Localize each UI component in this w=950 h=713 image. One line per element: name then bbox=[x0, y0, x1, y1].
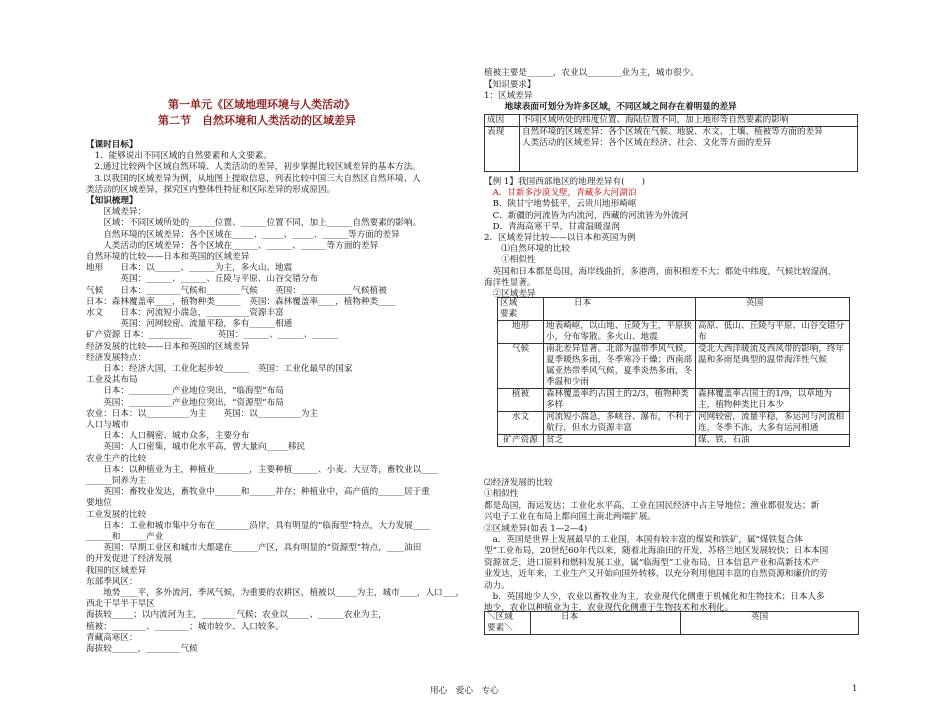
text-line: 海洋性显著。 bbox=[484, 277, 536, 288]
text-line: 1．能够说出不同区域的自然要素和人文要素。 bbox=[86, 151, 272, 162]
japan-uk-nature-table bbox=[497, 297, 850, 447]
table-cell: 成因 bbox=[485, 115, 520, 127]
economy-table bbox=[484, 611, 859, 635]
text-line: 人类活动的区域差异：各个区域在______、______、______等方面的差异 bbox=[86, 240, 379, 251]
table-cell: 植被 bbox=[498, 389, 544, 412]
text-line: 气候 日本：________气候和________气候 英国：____________气候植被 bbox=[86, 285, 387, 296]
table-row bbox=[498, 344, 850, 389]
table-row bbox=[485, 115, 858, 127]
text-line: 【知识梳理】 bbox=[86, 196, 138, 206]
text-line: 英国和日本都是岛国，海岸线曲折，多港湾，面积相差不大；都处中纬度，气候比较湿润， bbox=[484, 266, 837, 277]
text-line: 东部季风区： bbox=[86, 576, 138, 587]
table-header-row bbox=[498, 298, 850, 321]
text-line: 青藏高寒区： bbox=[86, 632, 138, 643]
unit-title: 第一单元《区域地理环境与人类活动》 bbox=[168, 98, 355, 111]
text-line: 海拔较______，________气候 bbox=[86, 644, 198, 654]
table-header-cell: 英国 bbox=[681, 612, 859, 635]
text-line: 动力。 bbox=[484, 580, 510, 591]
text-line: 英国：畜牧业发达，畜牧业中______和______并存；种植业中，高产值的______居于重 bbox=[86, 487, 430, 498]
text-line: 经济发展的比较——日本和英国的区域差异 bbox=[86, 341, 250, 352]
text-line: b．英国地少人少，农业以畜牧业为主，农业现代化侧重于机械化和生物技术；日本人多 bbox=[484, 592, 825, 602]
text-line: 类活动的区域差异，探究区内整体性特征和区际差异的形成原因。 bbox=[86, 184, 336, 195]
text-line: 日本：工业和城市集中分布在________沿岸，具有明显的“临海型”特点，大力发展____ bbox=[86, 520, 430, 531]
table-header-row bbox=[485, 612, 859, 635]
text-line: 自然环境的区域差异：各个区域在_____、_____、_____、______等方面的差异 bbox=[86, 229, 400, 240]
text-line: D．青海高寒干旱，甘肃温暖湿润 bbox=[484, 221, 620, 232]
text-line: 3.以我国的区域差异为例，从地图上提取信息，列表比较中国三大自然区自然环境、人 bbox=[86, 173, 421, 184]
text-line: 海拔较_____；以内流河为主，________气候；农业以_____、______农业为主， bbox=[86, 610, 387, 621]
text-line: 区域：不同区域所处的______位置、______位置不同，加上______自然要素的影响。 bbox=[86, 218, 422, 229]
table-row bbox=[498, 412, 850, 435]
table-cell: 森林覆盖率约占国土的2/3，植物种类多样 bbox=[544, 389, 696, 412]
text-line: ①相似性 bbox=[484, 255, 536, 266]
text-line: 资源贫乏，进口原料和燃料发展工业，属“临海型”工业布局，日本信息产业和高新技术产 bbox=[484, 557, 820, 568]
text-line: 自然环境的比较——日本和英国的区域差异 bbox=[86, 252, 250, 262]
key-statement: 地球表面可划分为许多区域，不同区域之间存在着明显的差异 bbox=[496, 102, 737, 112]
text-line: 水文 日本：河流短小湍急，__________资源丰富 bbox=[86, 308, 284, 318]
table-cell: 受北大西洋暖流及西风带的影响，终年温和多雨是典型的温带海洋性气候 bbox=[696, 344, 850, 389]
text-line: 1：区域差异 bbox=[484, 91, 533, 101]
text-line: 的开发促进了经济发展 bbox=[86, 554, 172, 565]
text-line: a．英国是世界上发展最早的工业国，本国有较丰富的煤炭和铁矿，属“煤铁复合体 bbox=[484, 535, 803, 545]
text-line: 英国：人口密集，城市化水平高，曾大量向_____移民 bbox=[86, 442, 306, 453]
text-line: 我国的区域差异 bbox=[86, 565, 147, 576]
text-line: ⑴自然环境的比较 bbox=[484, 244, 570, 255]
text-line: 日本：人口稠密、城市众多，主要分布 bbox=[86, 431, 250, 442]
text-line: B．陕甘宁地势低平，云贵川地形崎岖 bbox=[484, 199, 637, 210]
text-line: 农业：日本：以__________为主 英国：以__________为主 bbox=[86, 408, 319, 419]
section-title: 第二节 自然环境和人类活动的区域差异 bbox=[158, 114, 356, 127]
text-line: ⑵经济发展的比较 bbox=[484, 478, 553, 488]
table-cell: 河流短小湍急，多峡谷、瀑布，不利于航行，但水力资源丰富 bbox=[544, 412, 696, 435]
text-line: ______饲养为主 bbox=[86, 476, 147, 486]
table-header-cell: 日本 bbox=[531, 612, 681, 635]
text-line: 英国：______、______、丘陵与平原、山谷交错分布 bbox=[86, 274, 319, 285]
table-cell: 煤、铁、石油 bbox=[696, 435, 850, 447]
text-line: ______和______产业 bbox=[86, 532, 164, 542]
table-cell: 气候 bbox=[498, 344, 544, 389]
text-line: 西北干旱半干旱区 bbox=[86, 599, 155, 610]
text-line: 英国：早期工业区和城市大都建在______产区，具有明显的“资源型”特点，____油田 bbox=[86, 543, 422, 554]
text-line: 经济发展特点： bbox=[86, 352, 147, 363]
text-line: 日本：以种植业为主，种植业________，主要种植______、小麦、大豆等，畜牧业以____ bbox=[86, 464, 439, 475]
text-line: 矿产资源 日本：__________ 英国：______、______、______ bbox=[86, 330, 338, 341]
table-row bbox=[498, 389, 850, 412]
table-cell: 不同区域所处的纬度位置、海陆位置不同，加上地形等自然要素的影响 bbox=[520, 115, 858, 127]
text-line: ②区域差异 bbox=[484, 289, 536, 299]
table-row bbox=[498, 435, 850, 447]
text-line: 地势____平，多外流河，季风气候，为重要的农耕区，植被以_____为主，城市____，人口___， bbox=[86, 588, 465, 598]
table-cell: 南北差异显著。北部为温带季风气候，夏季暖热多雨，冬季寒冷干燥；西南部属亚热带季风气候，夏季炎热多雨，冬季温和少雨 bbox=[544, 344, 696, 389]
text-line: 【例 1】我国西部地区的地理差异有( ) bbox=[484, 177, 645, 187]
table-cell: 高原、低山、丘陵与平原、山谷交错分布 bbox=[696, 321, 850, 344]
text-line: 【知识要求】 bbox=[484, 79, 536, 90]
text-line: 工业及其布局 bbox=[86, 375, 138, 386]
table-cell: 水文 bbox=[498, 412, 544, 435]
text-line: 要地位 bbox=[86, 498, 112, 509]
text-line: C．新疆的河流皆为内流河，西藏的河流皆为外流河 bbox=[484, 210, 689, 221]
table-row bbox=[485, 127, 858, 172]
text-line: 工业发展的比较 bbox=[86, 509, 147, 520]
text-line: 地形 日本：以______、______为主，多火山、地震 bbox=[86, 263, 293, 274]
table-header-cell: 英国 bbox=[696, 298, 850, 321]
table-cell: 河网较密，流量平稳，多运河与河流相连，冬季不冻，大多有运河相通 bbox=[696, 412, 850, 435]
text-line: ①相似性 bbox=[484, 489, 519, 500]
table-cell: 地表崎岖，以山地、丘陵为主，平原狭小，分布零散。多火山、地震 bbox=[544, 321, 696, 344]
text-line: 日本：经济大国，工业化起步较______ 英国：工业化最早的国家 bbox=[86, 364, 353, 374]
text-line: 日本：森林覆盖率____，植物种类______ 英国：森林覆盖率____，植物种类____ bbox=[86, 296, 396, 307]
text-line: 地少，农业以种植业为主，农业现代化侧重于生物技术和水利化。 bbox=[484, 603, 734, 614]
table-header-cell: ＼区域 要素＼ bbox=[485, 612, 531, 635]
table-header-cell: 区域 要素 bbox=[498, 298, 544, 321]
table-cell: 矿产资源 bbox=[498, 435, 544, 447]
text-line: 业发达，近年来，工业生产又开始向国外转移，以充分利用他国丰富的自然资源和廉价的劳 bbox=[484, 569, 828, 580]
text-line: 英国：__________产业地位突出，“资源型”布局 bbox=[86, 397, 284, 408]
text-line: 都是岛国，海运发达；工业化水平高，工业在国民经济中占主导地位；渔业都很发达；新 bbox=[484, 500, 820, 511]
text-line: 日本：__________产业地位突出，“临海型”布局 bbox=[86, 386, 284, 397]
table-cell: 贫乏 bbox=[544, 435, 696, 447]
text-line: 植被：________、________；城市较少、人口较多。 bbox=[86, 621, 284, 632]
table-cell: 表现 bbox=[485, 127, 520, 172]
text-line: 【课时目标】 bbox=[86, 140, 138, 150]
text-line: 兴电子工业在布局上都向国土南北两端扩展。 bbox=[484, 512, 656, 523]
text-line: 农业生产的比较 bbox=[86, 453, 147, 464]
text-line: 2.通过比较两个区域自然环境、人类活动的差异，初步掌握比较区域差异的基本方法。 bbox=[86, 162, 421, 173]
table-header-cell: 日本 bbox=[544, 298, 696, 321]
text-line: 植被主要是______，农业以________业为主，城市很少。 bbox=[484, 68, 699, 78]
table-row bbox=[498, 321, 850, 344]
text-line: 区域差异： bbox=[86, 207, 147, 218]
page-number: 1 bbox=[852, 684, 858, 694]
text-line: ②区域差异(如表 1—2—4) bbox=[484, 523, 588, 534]
footer-slogan: 用心 爱心 专心 bbox=[430, 686, 499, 696]
table-cell: 地形 bbox=[498, 321, 544, 344]
text-line: 人口与城市 bbox=[86, 420, 129, 430]
table-cell: 森林覆盖率占国土的1/9，以草地为主，植物种类比日本少 bbox=[696, 389, 850, 412]
text-line: 2．区域差异比较——以日本和英国为例 bbox=[484, 233, 636, 243]
region-difference-table bbox=[484, 114, 858, 172]
text-line: 型”工业布局，20世纪60年代以来，随着北海油田的开发，苏格兰地区发展较快；日本本国 bbox=[484, 546, 829, 557]
text-line: 英国：河网较密、流量平稳，多有______相通 bbox=[86, 319, 293, 330]
table-cell: 自然环境的区域差异：各个区域在气候、地貌、水文、土壤、植被等方面的差异 人类活动的区域差异：各个区域在经济、社会、文化等方面的差异 bbox=[520, 127, 858, 172]
text-line: A．甘新多沙漠戈壁，青藏多大河湖泊 bbox=[484, 188, 637, 199]
